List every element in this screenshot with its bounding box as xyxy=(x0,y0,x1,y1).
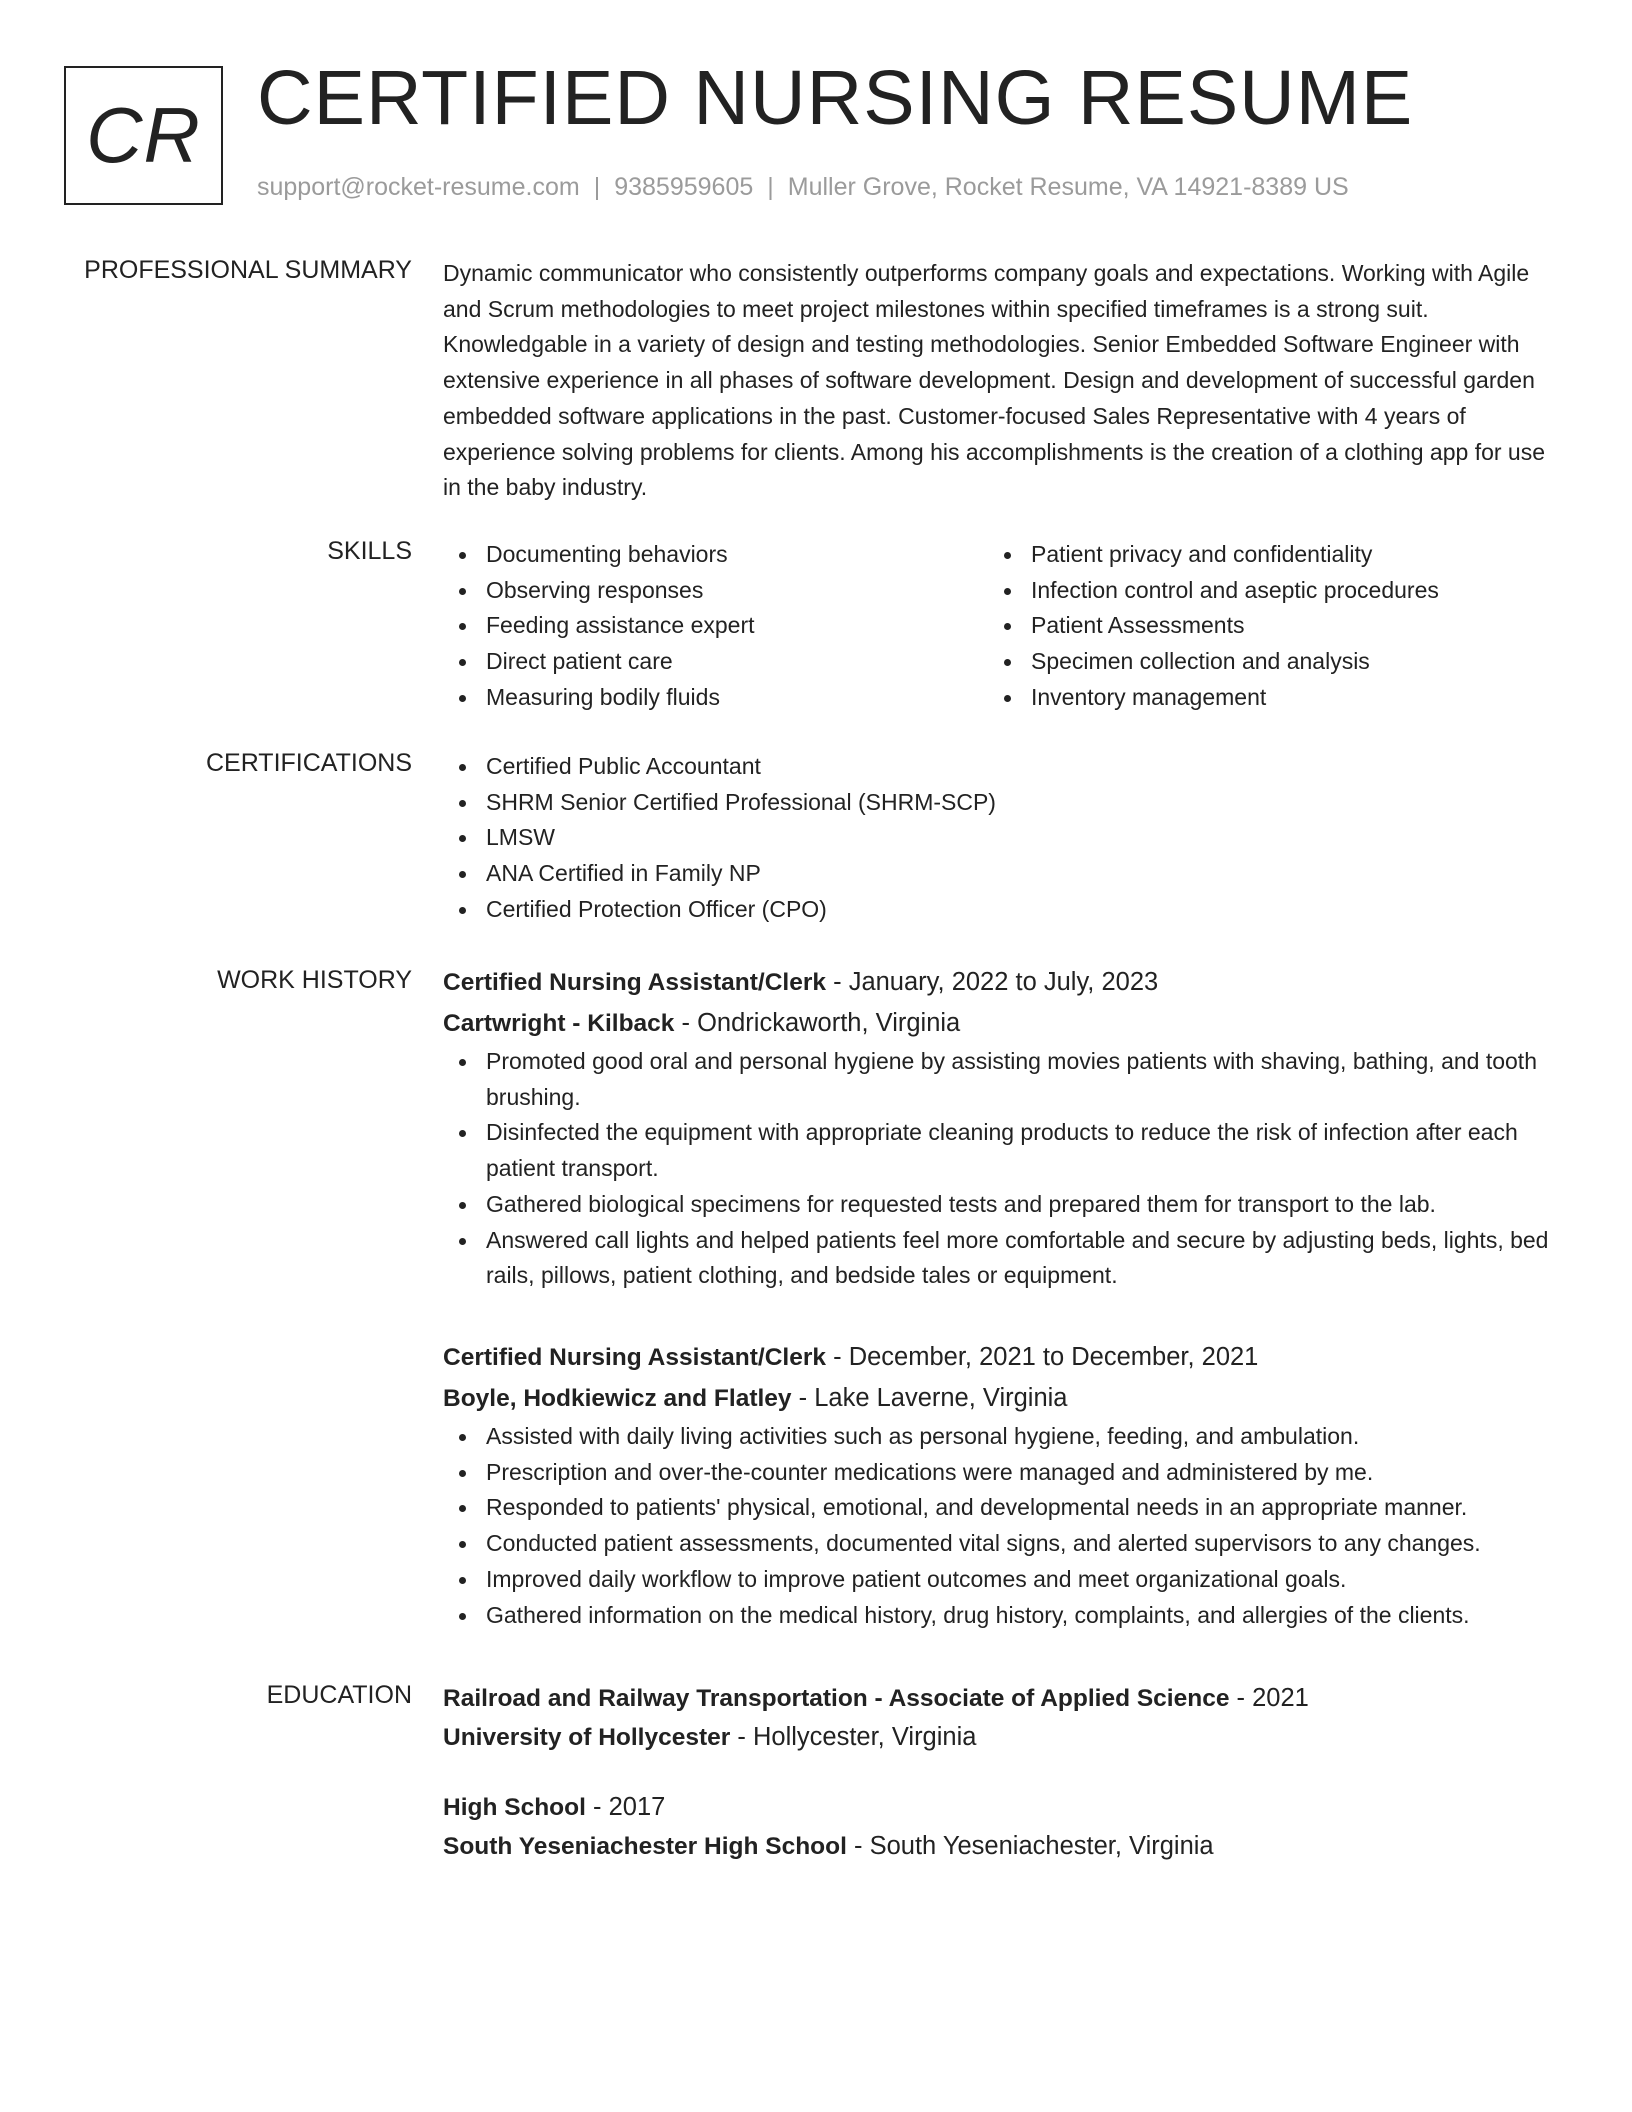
job-entry xyxy=(443,1337,1555,1633)
list-item: Responded to patients' physical, emotional, and developmental needs in an appropriate manner. xyxy=(443,1490,1555,1526)
list-item: Inventory management xyxy=(988,680,1533,716)
list-item: Promoted good oral and personal hygiene by assisting movies patients with shaving, bathing, and tooth brushing. xyxy=(443,1044,1555,1115)
list-item: Patient privacy and confidentiality xyxy=(988,537,1533,573)
job-company: Boyle, Hodkiewicz and Flatley xyxy=(443,1385,792,1412)
section-label: SKILLS xyxy=(327,537,412,565)
monogram-logo: CR xyxy=(64,66,223,205)
list-item: Certified Protection Officer (CPO) xyxy=(443,892,1555,928)
edu-school: South Yeseniachester High School xyxy=(443,1833,847,1860)
edu-location: - Hollycester, Virginia xyxy=(730,1723,977,1751)
list-item: Direct patient care xyxy=(443,644,988,680)
edu-year: - 2017 xyxy=(585,1793,666,1821)
edu-degree: High School xyxy=(443,1794,586,1821)
summary-body xyxy=(443,256,1555,506)
job-dates: - December, 2021 to December, 2021 xyxy=(826,1343,1259,1371)
page-title: CERTIFIED NURSING RESUME xyxy=(257,55,1414,141)
job-title-line xyxy=(443,962,1555,1003)
skills-body xyxy=(443,537,1555,716)
list-item: Documenting behaviors xyxy=(443,537,988,573)
edu-degree-line xyxy=(443,1788,1555,1827)
job-dates: - January, 2022 to July, 2023 xyxy=(826,968,1159,996)
contact-line xyxy=(257,173,1349,202)
list-item: SHRM Senior Certified Professional (SHRM-SCP) xyxy=(443,785,1555,821)
edu-degree: Railroad and Railway Transportation - Associate of Applied Science xyxy=(443,1685,1230,1712)
skills-list-left xyxy=(443,537,988,716)
certifications-body xyxy=(443,749,1555,928)
list-item: Answered call lights and helped patients feel more comfortable and secure by adjusting beds, lights, bed rails, pillows, patient clothing, and bedside tales or equipment. xyxy=(443,1223,1555,1294)
job-company: Cartwright - Kilback xyxy=(443,1010,675,1037)
job-duties-list xyxy=(443,1044,1555,1294)
list-item: Patient Assessments xyxy=(988,608,1533,644)
contact-separator: | xyxy=(767,173,774,201)
section-label: CERTIFICATIONS xyxy=(205,749,412,777)
list-item: LMSW xyxy=(443,820,1555,856)
job-location: - Lake Laverne, Virginia xyxy=(791,1384,1068,1412)
job-location: - Ondrickaworth, Virginia xyxy=(674,1009,961,1037)
list-item: Infection control and aseptic procedures xyxy=(988,573,1533,609)
list-item: Prescription and over-the-counter medications were managed and administered by me. xyxy=(443,1455,1555,1491)
job-entry xyxy=(443,962,1555,1294)
edu-school-line xyxy=(443,1718,1555,1757)
list-item: Measuring bodily fluids xyxy=(443,680,988,716)
list-item: Assisted with daily living activities such as personal hygiene, feeding, and ambulation. xyxy=(443,1419,1555,1455)
contact-separator: | xyxy=(593,173,601,201)
contact-phone: 9385959605 xyxy=(614,173,754,201)
education-entry xyxy=(443,1788,1555,1866)
job-title-line xyxy=(443,1337,1555,1378)
list-item: Certified Public Accountant xyxy=(443,749,1555,785)
contact-email: support@rocket-resume.com xyxy=(257,173,580,201)
edu-school-line xyxy=(443,1827,1555,1866)
list-item: Observing responses xyxy=(443,573,988,609)
education-entry xyxy=(443,1679,1555,1757)
list-item: Specimen collection and analysis xyxy=(988,644,1533,680)
list-item: Improved daily workflow to improve patient outcomes and meet organizational goals. xyxy=(443,1562,1555,1598)
edu-location: - South Yeseniachester, Virginia xyxy=(846,1832,1214,1860)
edu-school: University of Hollycester xyxy=(443,1724,731,1751)
list-item: ANA Certified in Family NP xyxy=(443,856,1555,892)
list-item: Gathered biological specimens for requested tests and prepared them for transport to the lab. xyxy=(443,1187,1555,1223)
job-duties-list xyxy=(443,1419,1555,1633)
section-label: WORK HISTORY xyxy=(217,966,412,994)
certifications-list xyxy=(443,749,1555,928)
section-label: EDUCATION xyxy=(266,1681,412,1709)
job-company-line xyxy=(443,1003,1555,1044)
job-company-line xyxy=(443,1378,1555,1419)
list-item: Gathered information on the medical history, drug history, complaints, and allergies of the clients. xyxy=(443,1598,1555,1634)
edu-degree-line xyxy=(443,1679,1555,1718)
summary-text: Dynamic communicator who consistently outperforms company goals and expectations. Working with Agile and Scrum methodologies to meet project milestones within specified timeframes is a strong suit. Knowledgable in a variety of design and testing methodologies. Senior Embedded Software Engineer with extensive experience in all phases of software development. Design and development of successful garden embedded software applications in the past. Customer-focused Sales Representative with 4 years of experience solving problems for clients. Among his accomplishments is the creation of a clothing app for use in the baby industry. xyxy=(443,260,1546,501)
contact-address: Muller Grove, Rocket Resume, VA 14921-8389 US xyxy=(787,173,1349,201)
edu-year: - 2021 xyxy=(1229,1684,1309,1712)
list-item: Conducted patient assessments, documented vital signs, and alerted supervisors to any changes. xyxy=(443,1526,1555,1562)
list-item: Feeding assistance expert xyxy=(443,608,988,644)
job-title: Certified Nursing Assistant/Clerk xyxy=(443,969,827,996)
skills-list-right xyxy=(988,537,1533,716)
list-item: Disinfected the equipment with appropriate cleaning products to reduce the risk of infection after each patient transport. xyxy=(443,1115,1555,1186)
job-title: Certified Nursing Assistant/Clerk xyxy=(443,1344,827,1371)
section-label: PROFESSIONAL SUMMARY xyxy=(84,256,412,284)
